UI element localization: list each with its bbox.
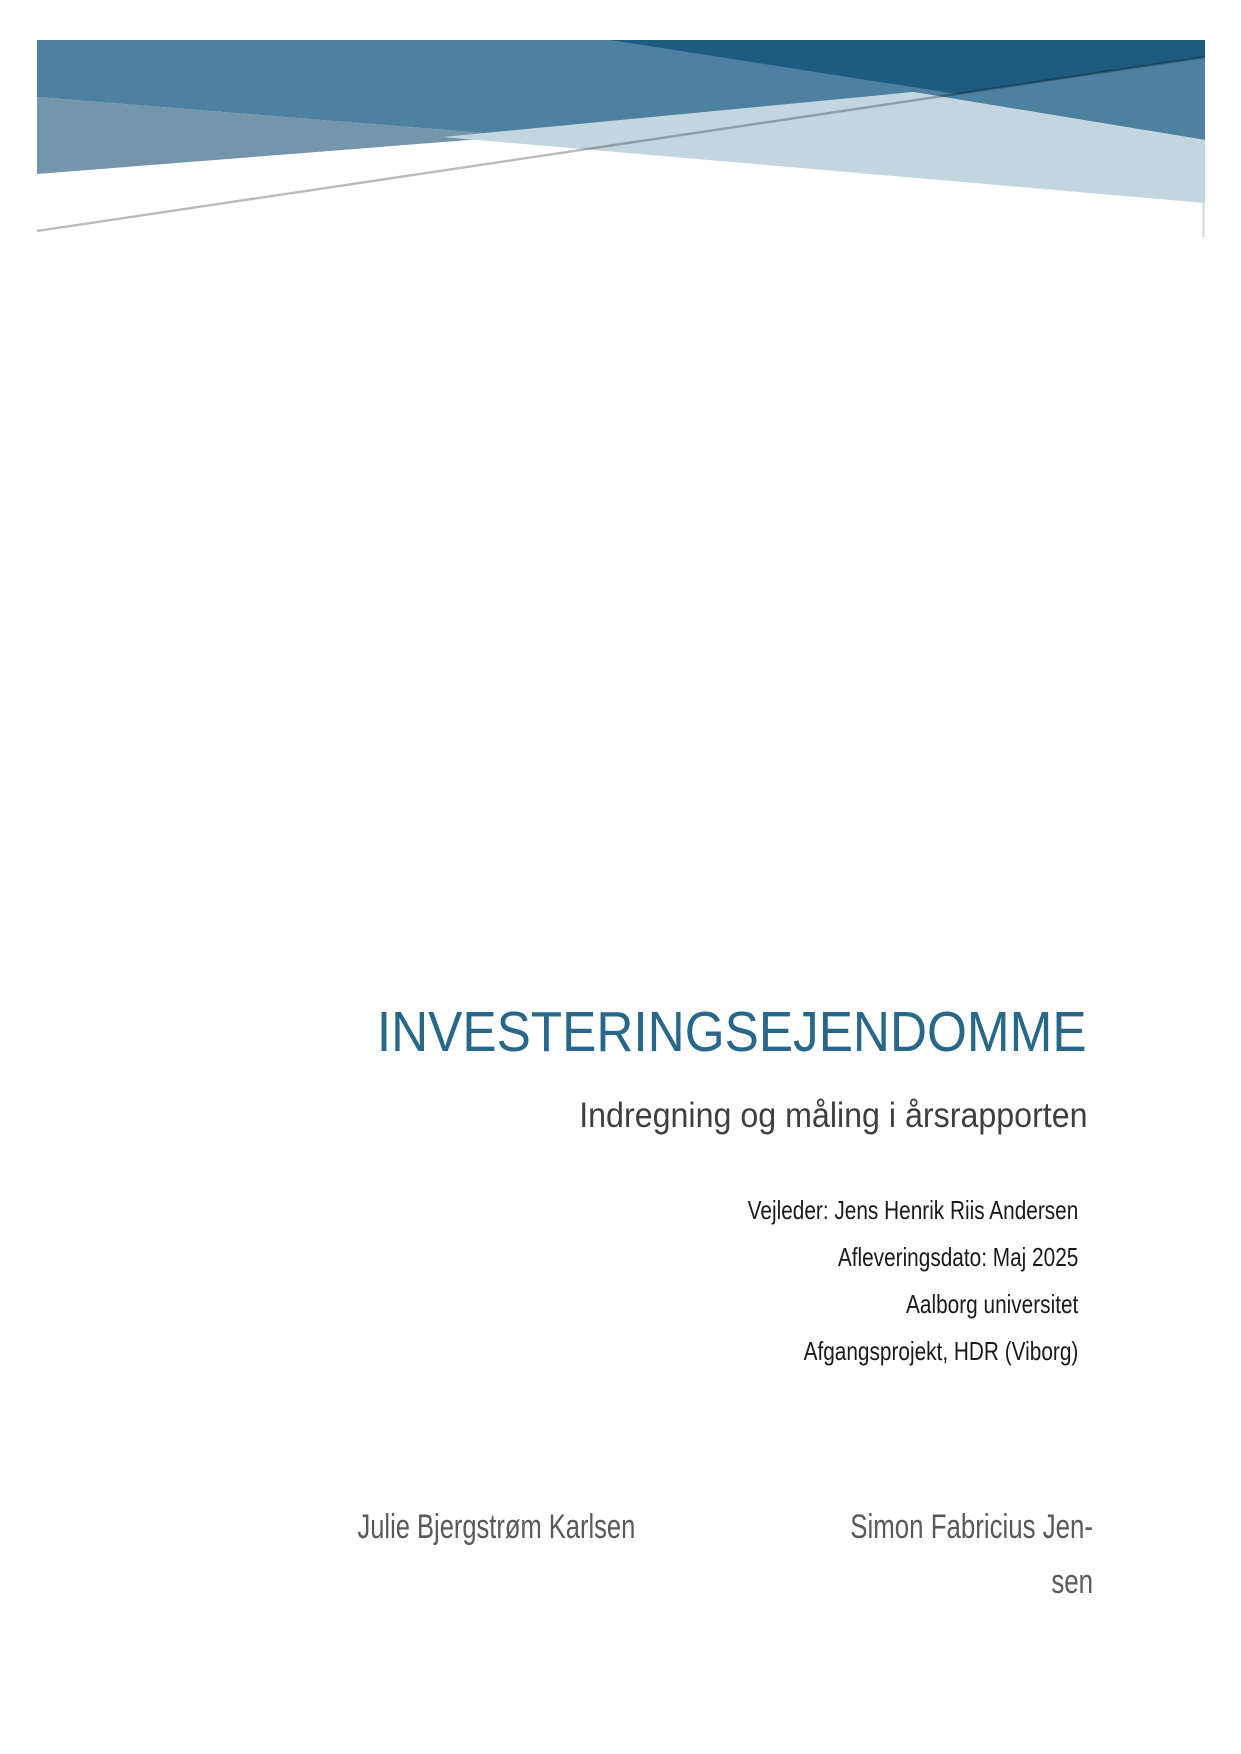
program-line: Afgangsprojekt, HDR (Viborg)	[803, 1336, 1078, 1366]
banner-graphic	[37, 40, 1205, 240]
submission-date-line: Afleveringsdato: Maj 2025	[837, 1242, 1078, 1272]
author-right	[789, 1500, 1093, 1610]
author-left: Julie Bjergstrøm Karlsen	[357, 1508, 636, 1546]
page-subtitle: Indregning og måling i årsrapporten	[579, 1096, 1088, 1135]
university-line: Aalborg universitet	[905, 1289, 1078, 1319]
author-right-line2: sen	[1051, 1563, 1093, 1601]
author-right-line1: Simon Fabricius Jen-	[850, 1508, 1093, 1546]
supervisor-line: Vejleder: Jens Henrik Riis Andersen	[747, 1195, 1078, 1225]
details-block	[747, 1187, 1078, 1375]
page-title: INVESTERINGSEJENDOMME	[377, 1000, 1087, 1064]
